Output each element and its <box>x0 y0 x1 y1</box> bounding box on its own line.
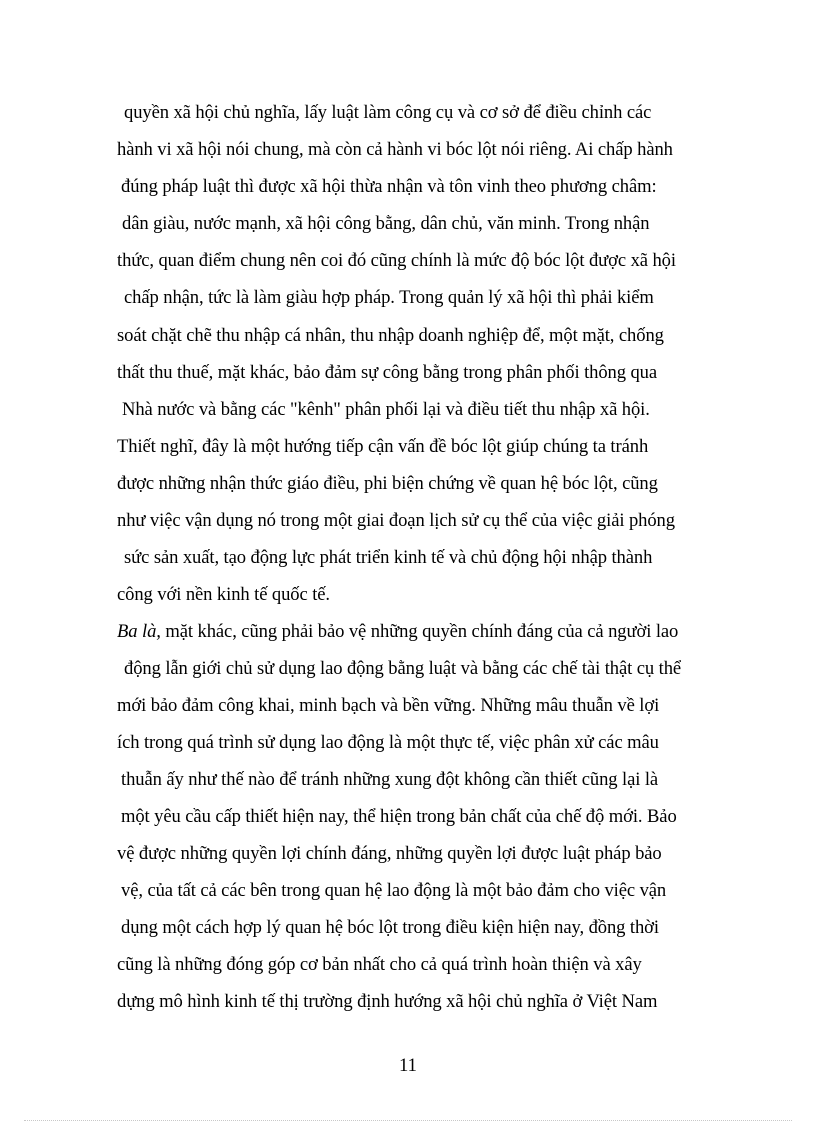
paragraph-2-lead: Ba là, <box>117 621 161 642</box>
body-text-line: hành vi xã hội nói chung, mà còn cả hành vi bóc lột nói riêng. Ai chấp hành <box>117 139 673 160</box>
body-text-line: Nhà nước và bằng các "kênh" phân phối lại và điều tiết thu nhập xã hội. <box>122 399 650 420</box>
body-text-line: công với nền kinh tế quốc tế. <box>117 584 330 605</box>
body-text-line: thất thu thuế, mặt khác, bảo đảm sự công bằng trong phân phối thông qua <box>117 362 658 383</box>
body-text-line: soát chặt chẽ thu nhập cá nhân, thu nhập doanh nghiệp để, một mặt, chống <box>117 325 664 346</box>
paragraph-2-first-rest: mặt khác, cũng phải bảo vệ những quyền chính đáng của cả người lao <box>160 621 679 642</box>
body-text-line: chấp nhận, tức là làm giàu hợp pháp. Trong quản lý xã hội thì phải kiểm <box>124 287 654 308</box>
body-text-line: đúng pháp luật thì được xã hội thừa nhận và tôn vinh theo phương châm: <box>121 176 657 197</box>
body-text-line: quyền xã hội chủ nghĩa, lấy luật làm công cụ và cơ sở để điều chỉnh các <box>124 102 652 123</box>
body-text-line: vệ, của tất cả các bên trong quan hệ lao động là một bảo đảm cho việc vận <box>121 880 667 901</box>
body-text-line: động lẫn giới chủ sử dụng lao động bằng luật và bằng các chế tài thật cụ thể <box>124 658 682 679</box>
body-text-line: dân giàu, nước mạnh, xã hội công bằng, dân chủ, văn minh. Trong nhận <box>122 213 650 234</box>
body-text-line: mới bảo đảm công khai, minh bạch và bền vững. Những mâu thuẫn về lợi <box>117 695 660 716</box>
body-text-line: sức sản xuất, tạo động lực phát triển kinh tế và chủ động hội nhập thành <box>124 547 653 568</box>
body-text-line: dụng một cách hợp lý quan hệ bóc lột trong điều kiện hiện nay, đồng thời <box>121 917 659 938</box>
body-text-line: một yêu cầu cấp thiết hiện nay, thể hiện trong bản chất của chế độ mới. Bảo <box>121 806 677 827</box>
body-text-line: cũng là những đóng góp cơ bản nhất cho cả quá trình hoàn thiện và xây <box>117 954 642 975</box>
body-text-line: ích trong quá trình sử dụng lao động là một thực tế, việc phân xử các mâu <box>117 732 659 753</box>
page-bottom-divider <box>24 1120 792 1121</box>
body-text-line: vệ được những quyền lợi chính đáng, những quyền lợi được luật pháp bảo <box>117 843 662 864</box>
body-text-line: Thiết nghĩ, đây là một hướng tiếp cận vấn đề bóc lột giúp chúng ta tránh <box>117 436 649 457</box>
body-text-line: được những nhận thức giáo điều, phi biện chứng về quan hệ bóc lột, cũng <box>117 473 658 494</box>
body-text-line: dựng mô hình kinh tế thị trường định hướng xã hội chủ nghĩa ở Việt Nam <box>117 991 658 1012</box>
body-text-line: như việc vận dụng nó trong một giai đoạn lịch sử cụ thể của việc giải phóng <box>117 510 675 531</box>
body-text-line: thuẫn ấy như thế nào để tránh những xung đột không cần thiết cũng lại là <box>121 769 659 790</box>
page-number: 11 <box>399 1055 417 1076</box>
body-text-line: thức, quan điểm chung nên coi đó cũng chính là mức độ bóc lột được xã hội <box>117 250 676 271</box>
paragraph-2-first-line <box>117 620 678 644</box>
